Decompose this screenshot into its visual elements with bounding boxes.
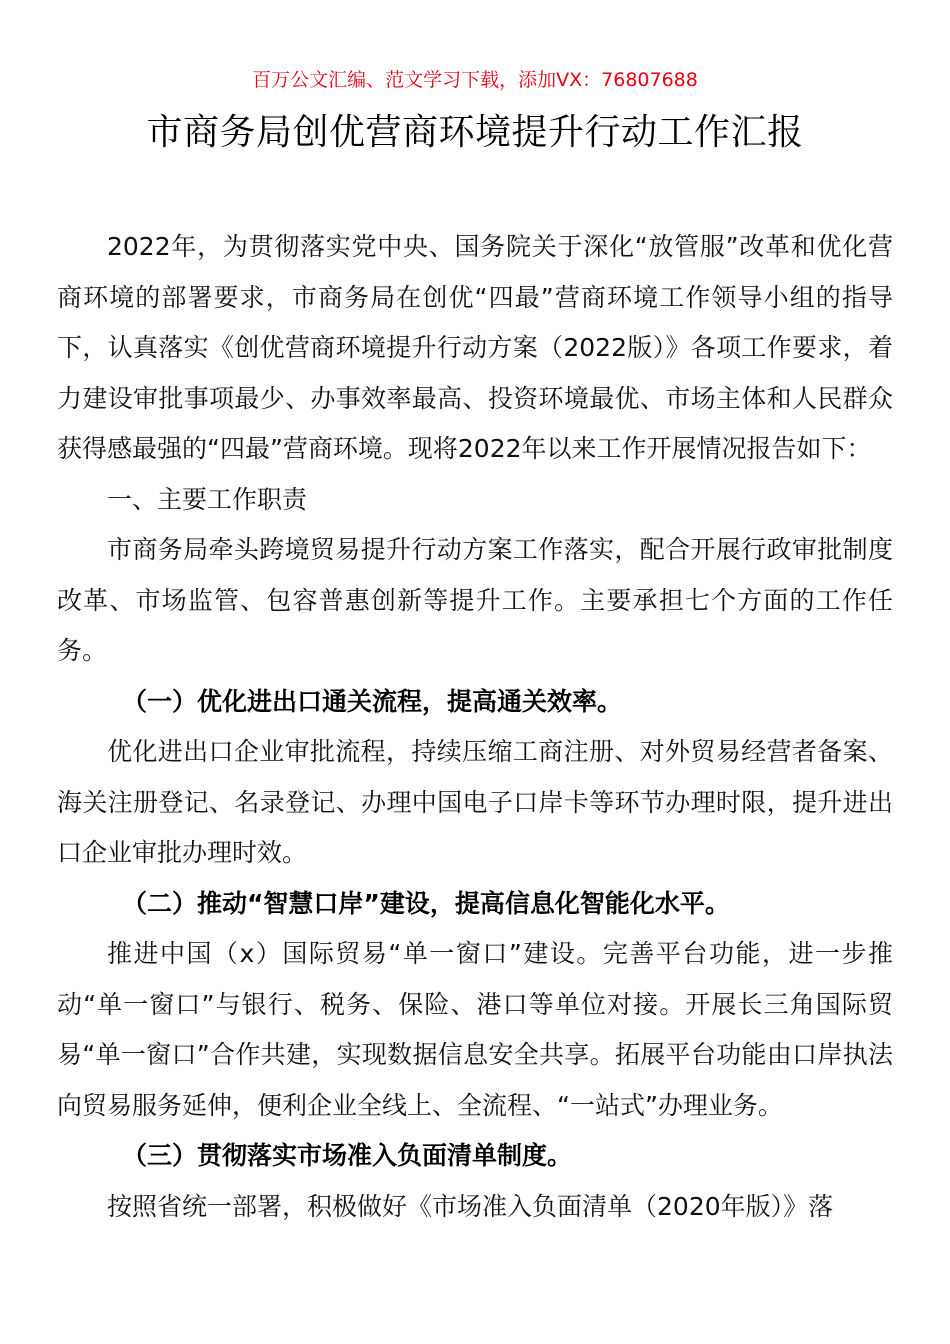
- subsection-paragraph: 优化进出口企业审批流程，持续压缩工商注册、对外贸易经营者备案、海关注册登记、名录登记、办理中国电子口岸卡等环节办理时限，提升进出口企业审批办理时效。: [57, 737, 893, 867]
- document-title: 市商务局创优营商环境提升行动工作汇报: [146, 112, 804, 153]
- section-paragraph: 市商务局牵头跨境贸易提升行动方案工作落实，配合开展行政审批制度改革、市场监管、包容普惠创新等提升工作。主要承担七个方面的工作任务。: [57, 535, 893, 665]
- subsection-paragraph: 按照省统一部署，积极做好《市场准入负面清单（2020年版）》落: [107, 1191, 834, 1221]
- document-body: [57, 222, 893, 1232]
- section-heading: 一、主要工作职责: [107, 484, 308, 514]
- subsection-paragraph: 推进中国（x）国际贸易“单一窗口”建设。完善平台功能，进一步推动“单一窗口”与银行、税务、保险、港口等单位对接。开展长三角国际贸易“单一窗口”合作共建，实现数据信息安全共享。拓展平台功能由口岸执法向贸易服务延伸，便利企业全线上、全流程、“一站式”办理业务。: [57, 939, 893, 1120]
- subsection-heading: （一）优化进出口通关流程，提高通关效率。: [122, 686, 623, 716]
- intro-paragraph: 2022年，为贯彻落实党中央、国务院关于深化“放管服”改革和优化营商环境的部署要求，市商务局在创优“四最”营商环境工作领导小组的指导下，认真落实《创优营商环境提升行动方案（2022版）》各项工作要求，着力建设审批事项最少、办事效率最高、投资环境最优、市场主体和人民群众获得感最强的“四最”营商环境。现将2022年以来工作开展情况报告如下：: [57, 232, 893, 463]
- header-watermark-note: 百万公文汇编、范文学习下载，添加VX：76807688: [252, 69, 698, 91]
- subsection-heading: （三）贯彻落实市场准入负面清单制度。: [122, 1141, 573, 1170]
- subsection-heading: （二）推动“智慧口岸”建设，提高信息化智能化水平。: [122, 888, 730, 918]
